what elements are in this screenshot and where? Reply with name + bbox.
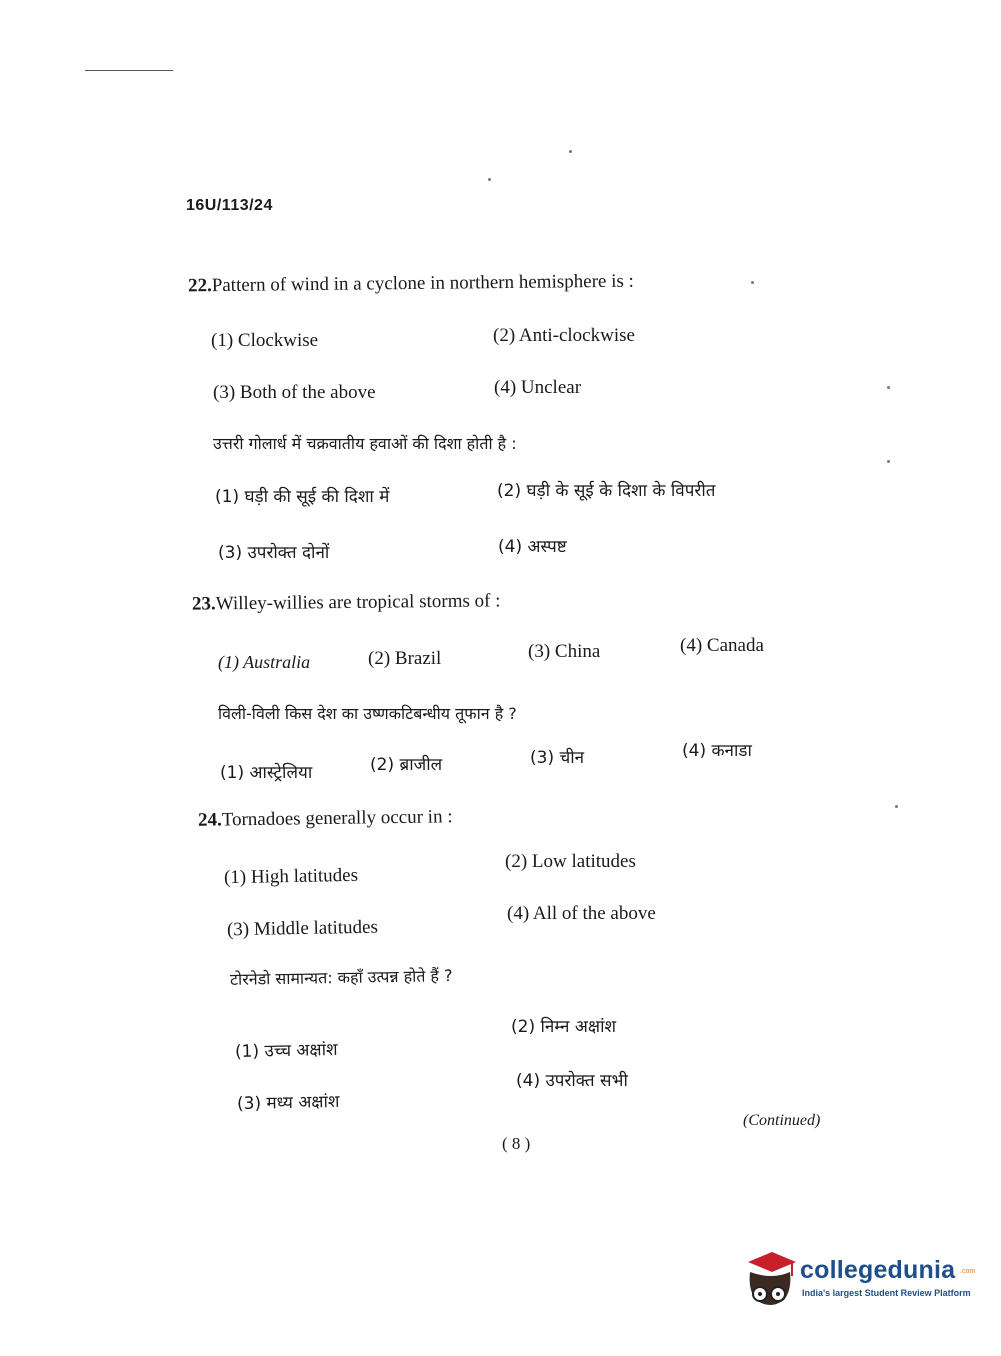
question-text: Tornadoes generally occur in :: [221, 806, 453, 831]
option: (3) China: [528, 641, 601, 662]
option-hindi: (1) घड़ी की सूई की दिशा में: [215, 487, 390, 507]
option: (3) Middle latitudes: [226, 916, 379, 941]
option-hindi: (2) ब्राजील: [370, 755, 443, 775]
paper-code: 16U/113/24: [186, 197, 273, 214]
question-text-hindi: उत्तरी गोलार्ध में चक्रवातीय हवाओं की दिशा होती है :: [213, 434, 517, 453]
option-hindi: (4) कनाडा: [682, 741, 752, 761]
question-number: 23.: [191, 593, 216, 615]
scan-speck: [569, 150, 572, 153]
option: (2) Anti-clockwise: [493, 325, 635, 346]
option-hindi: (1) उच्च अक्षांश: [234, 1039, 338, 1063]
top-rule: [85, 70, 173, 71]
option-hindi: (2) घड़ी के सूई के दिशा के विपरीत: [497, 481, 716, 501]
option: (1) High latitudes: [223, 864, 359, 889]
option: (1) Australia: [218, 652, 311, 672]
logo-wordmark: collegedunia: [800, 1256, 956, 1284]
page-number: ( 8 ): [502, 1134, 531, 1153]
question-text-hindi: टोरनेडो सामान्यत: कहाँ उत्पन्न होते हैं ?: [229, 966, 453, 989]
collegedunia-logo: [742, 1250, 976, 1320]
question-text: Pattern of wind in a cyclone in northern hemisphere is :: [211, 270, 634, 297]
question-23: [192, 590, 501, 615]
option-hindi: (2) निम्न अक्षांश: [511, 1017, 617, 1037]
option-hindi: (3) उपरोक्त दोनों: [218, 543, 330, 563]
option: (4) All of the above: [507, 903, 656, 924]
logo-com: .com: [960, 1268, 976, 1275]
option: (4) Unclear: [494, 377, 582, 398]
option: (4) Canada: [680, 635, 764, 656]
logo-tagline: India's largest Student Review Platform: [802, 1288, 971, 1298]
scan-speck: [488, 178, 491, 181]
question-number: 22.: [187, 275, 212, 297]
question-text: Willey-willies are tropical storms of :: [215, 590, 501, 615]
logo-mascot-icon: [742, 1250, 798, 1312]
question-text-hindi: विली-विली किस देश का उष्णकटिबन्धीय तूफान है ?: [218, 704, 517, 723]
option-hindi: (4) अस्पष्ट: [498, 537, 567, 557]
scan-speck: [751, 281, 754, 284]
continued-label: (Continued): [743, 1112, 821, 1129]
option-hindi: (1) आस्ट्रेलिया: [220, 763, 313, 783]
option: (2) Brazil: [368, 648, 442, 669]
option: (3) Both of the above: [213, 382, 376, 403]
scan-speck: [895, 805, 898, 808]
scan-speck: [887, 386, 890, 389]
option-hindi: (3) मध्य अक्षांश: [236, 1091, 340, 1115]
option: (2) Low latitudes: [505, 851, 636, 872]
option-hindi: (3) चीन: [530, 748, 585, 768]
question-number: 24.: [197, 809, 222, 831]
option-hindi: (4) उपरोक्त सभी: [516, 1071, 628, 1091]
question-24: [198, 806, 453, 832]
scan-speck: [887, 460, 890, 463]
option: (1) Clockwise: [211, 330, 319, 351]
question-22: [188, 271, 634, 298]
